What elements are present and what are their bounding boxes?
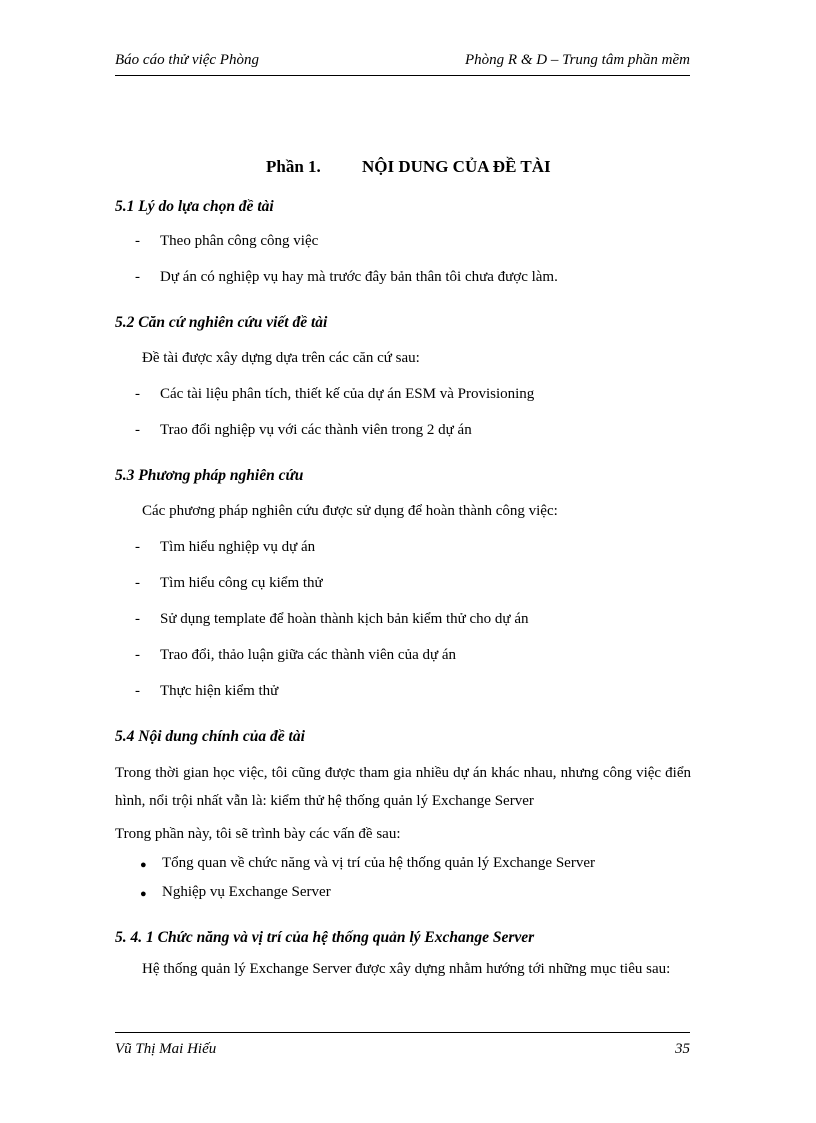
section-intro: Đề tài được xây dựng dựa trên các căn cứ sau: [142,350,420,366]
dash-icon: - [135,647,140,663]
section-heading-5-2: 5.2 Căn cứ nghiên cứu viết đề tài [115,314,328,331]
part-title [266,157,551,177]
dash-icon: - [135,575,140,591]
list-item: Các tài liệu phân tích, thiết kế của dự án ESM và Provisioning [160,386,535,402]
bullet-icon: ● [140,888,147,900]
bullet-icon: ● [140,859,147,871]
part-number: Phần 1. [266,157,321,176]
section-heading-5-4-1: 5. 4. 1 Chức năng và vị trí của hệ thống quản lý Exchange Server [115,929,535,946]
list-item: Dự án có nghiệp vụ hay mà trước đây bản thân tôi chưa được làm. [160,269,558,285]
dash-icon: - [135,233,140,249]
section-heading-5-3: 5.3 Phương pháp nghiên cứu [115,467,304,484]
dash-icon: - [135,422,140,438]
list-item: Trao đổi nghiệp vụ với các thành viên trong 2 dự án [160,422,472,438]
list-item: Tìm hiểu nghiệp vụ dự án [160,539,316,555]
list-item: Thực hiện kiểm thử [160,683,279,699]
footer-rule [115,1032,690,1033]
header-right: Phòng R & D – Trung tâm phần mềm [465,52,690,68]
header-rule [115,75,690,76]
body-paragraph: Hệ thống quản lý Exchange Server được xây dựng nhằm hướng tới những mục tiêu sau: [142,961,671,977]
header-left: Báo cáo thử việc Phòng [115,52,259,68]
list-item: Tổng quan về chức năng và vị trí của hệ thống quản lý Exchange Server [162,855,595,871]
list-item: Trao đổi, thảo luận giữa các thành viên của dự án [160,647,457,663]
list-item: Theo phân công công việc [160,233,319,249]
part-heading: NỘI DUNG CỦA ĐỀ TÀI [362,157,551,176]
section-heading-5-4: 5.4 Nội dung chính của đề tài [115,728,305,745]
list-item: Sử dụng template để hoàn thành kịch bản kiểm thử cho dự án [160,611,529,627]
dash-icon: - [135,269,140,285]
section-heading-5-1: 5.1 Lý do lựa chọn đề tài [115,198,274,215]
body-paragraph: Trong phần này, tôi sẽ trình bày các vấn đề sau: [115,826,401,842]
list-item: Nghiệp vụ Exchange Server [162,884,331,900]
page-number: 35 [675,1041,690,1057]
list-item: Tìm hiểu công cụ kiểm thử [160,575,323,591]
section-intro: Các phương pháp nghiên cứu được sử dụng để hoàn thành công việc: [142,503,558,519]
footer-author: Vũ Thị Mai Hiếu [115,1041,217,1057]
body-paragraph: Trong thời gian học việc, tôi cũng được tham gia nhiều dự án khác nhau, nhưng công việc điển hình, nổi trội nhất vẫn là: kiểm thử hệ thống quản lý Exchange Server [115,765,691,809]
dash-icon: - [135,683,140,699]
dash-icon: - [135,539,140,555]
dash-icon: - [135,611,140,627]
dash-icon: - [135,386,140,402]
